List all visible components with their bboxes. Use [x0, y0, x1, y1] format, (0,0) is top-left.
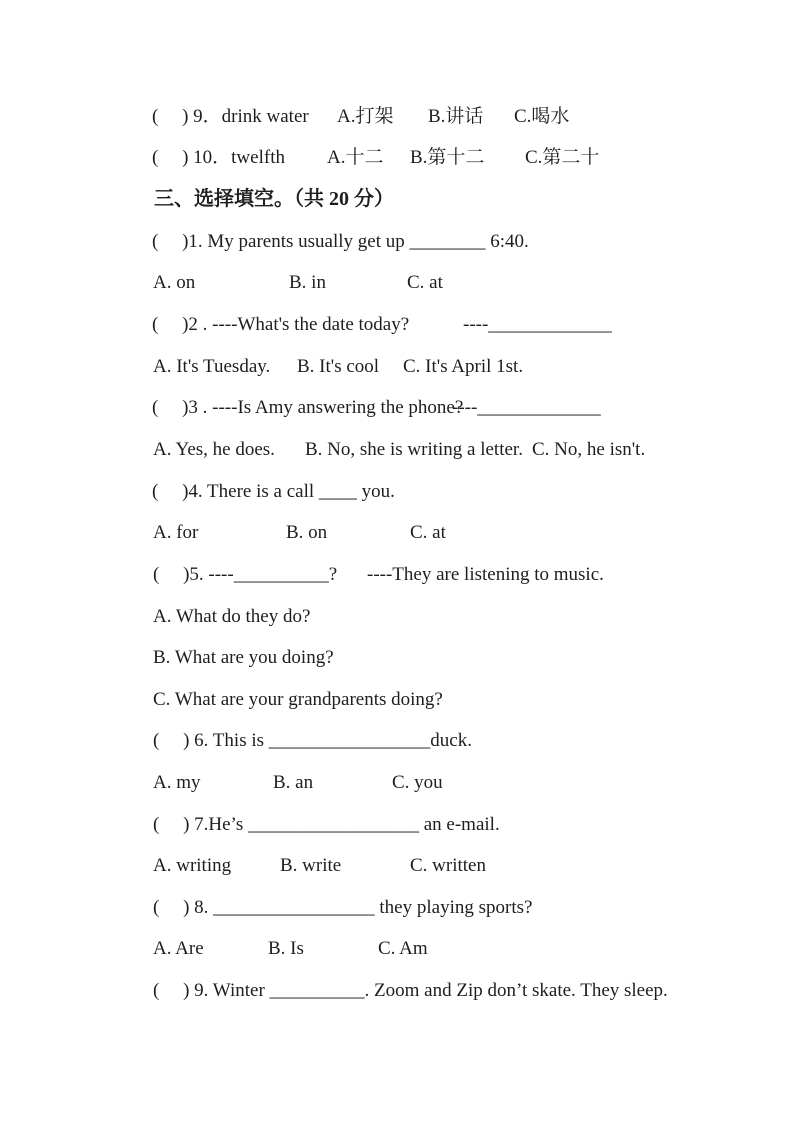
option-a: A. my: [153, 772, 201, 793]
question-stem: ( ) 7.He’s __________________ an e-mail.: [153, 814, 500, 835]
option-c: C.第二十: [525, 147, 600, 168]
question-stem: ( )3 . ----Is Amy answering the phone?: [152, 397, 464, 418]
mc-q2-stem: [0, 312, 793, 338]
option-b: B.讲话: [428, 106, 484, 127]
mc-q7-stem: [0, 812, 793, 838]
question-stem: ( )4. There is a call ____ you.: [152, 481, 395, 502]
mc-q6-stem: [0, 728, 793, 754]
mc-q9-stem: [0, 978, 793, 1004]
mc-q6-options: [0, 770, 793, 796]
answer-text: ----They are listening to music.: [367, 564, 604, 585]
option-b: B. on: [286, 522, 328, 543]
option-a: A. Yes, he does.: [153, 439, 275, 460]
option-c: C. written: [410, 855, 486, 876]
option-a: A.打架: [337, 106, 394, 127]
mc-q5-stem: [0, 562, 793, 588]
mc-q3-options: [0, 437, 793, 463]
question-stem: ( )5. ----__________?: [153, 564, 338, 585]
mc-q5-option-c: [0, 687, 793, 713]
option-b: B.第十二: [410, 147, 485, 168]
option-a: A. What do they do?: [153, 606, 311, 627]
question-stem: ( ) 9. Winter __________. Zoom and Zip don’t skate. They sleep.: [153, 980, 668, 1001]
question-stem: ( ) 6. This is _________________duck.: [153, 730, 472, 751]
option-b: B. in: [289, 272, 326, 293]
mc-q2-options: [0, 354, 793, 380]
mc-q4-stem: [0, 479, 793, 505]
option-c: C. Am: [378, 938, 428, 959]
mc-q8-stem: [0, 895, 793, 921]
mc-q1-options: [0, 270, 793, 296]
option-b: B. an: [273, 772, 314, 793]
option-c: C. at: [410, 522, 446, 543]
option-b: B. Is: [268, 938, 304, 959]
section-header: [0, 186, 793, 212]
option-b: B. What are you doing?: [153, 647, 334, 668]
question-stem: ( ) 10．twelfth: [152, 147, 285, 168]
answer-blank: ----_____________: [452, 397, 601, 418]
option-b: B. write: [280, 855, 342, 876]
question-stem: ( ) 8. _________________ they playing sports?: [153, 897, 533, 918]
option-c: C.喝水: [514, 106, 570, 127]
option-a: A. on: [153, 272, 196, 293]
option-c: C. you: [392, 772, 443, 793]
question-stem: ( )1. My parents usually get up ________ 6:40.: [152, 231, 529, 252]
vocab-q10-row: [0, 145, 793, 171]
mc-q8-options: [0, 936, 793, 962]
mc-q3-stem: [0, 395, 793, 421]
option-a: A.十二: [327, 147, 384, 168]
option-c: C. What are your grandparents doing?: [153, 689, 443, 710]
mc-q5-option-b: [0, 645, 793, 671]
option-a: A. for: [153, 522, 199, 543]
mc-q5-option-a: [0, 604, 793, 630]
option-c: C. No, he isn't.: [532, 439, 646, 460]
option-c: C. It's April 1st.: [403, 356, 524, 377]
section-title: 三、选择填空。（共 20 分）: [154, 188, 394, 210]
option-c: C. at: [407, 272, 443, 293]
question-stem: ( )2 . ----What's the date today?: [152, 314, 410, 335]
mc-q4-options: [0, 520, 793, 546]
option-b: B. No, she is writing a letter.: [305, 439, 523, 460]
option-a: A. Are: [153, 938, 204, 959]
mc-q1-stem: [0, 229, 793, 255]
mc-q7-options: [0, 853, 793, 879]
question-stem: ( ) 9．drink water: [152, 106, 309, 127]
option-a: A. writing: [153, 855, 232, 876]
option-a: A. It's Tuesday.: [153, 356, 271, 377]
option-b: B. It's cool: [297, 356, 380, 377]
answer-blank: ----_____________: [463, 314, 612, 335]
vocab-q9-row: [0, 104, 793, 130]
